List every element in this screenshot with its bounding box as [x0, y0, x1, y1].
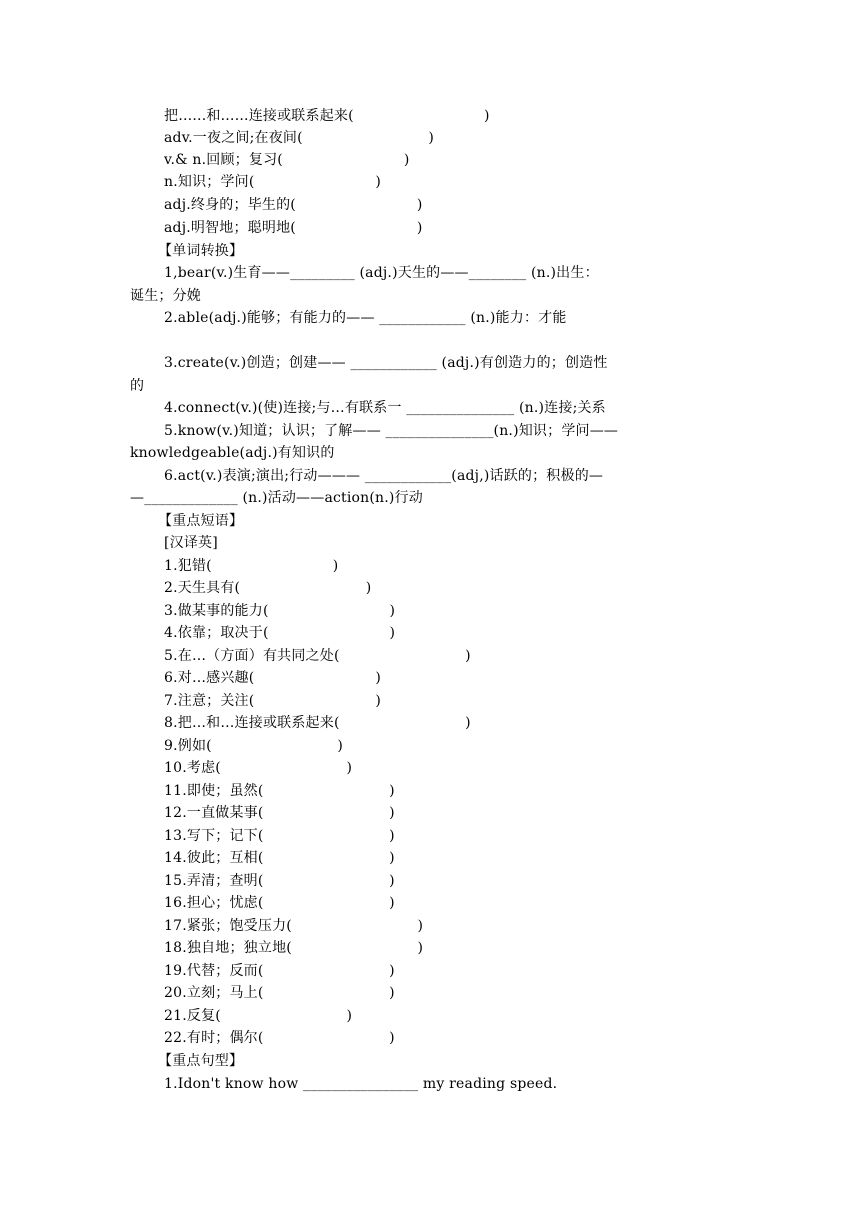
phrase-item: 11.即使；虽然( )	[164, 783, 395, 799]
phrase-item: 12.一直做某事( )	[164, 805, 395, 821]
text-line: knowledgeable(adj.)有知识的	[130, 445, 335, 461]
phrase-item: 19.代替；反而( )	[164, 963, 395, 979]
phrase-item: 4.依靠；取决于( )	[164, 625, 396, 641]
sub-heading: [汉译英]	[164, 535, 218, 551]
text-line: 把…...和…...连接或联系起来( )	[164, 108, 490, 124]
text-line: —_____________ (n.)活动——action(n.)行动	[130, 490, 423, 506]
phrase-item: 1.犯错( )	[164, 558, 339, 574]
text-line: 诞生；分娩	[130, 288, 201, 304]
section-heading: 【单词转换】	[158, 243, 244, 259]
phrase-item: 20.立刻；马上( )	[164, 985, 395, 1001]
text-line: 1,bear(v.)生育——_________ (adj.)天生的——________ (n.)出生：	[164, 265, 599, 281]
phrase-item: 6.对…感兴趣( )	[164, 670, 381, 686]
phrase-item: 14.彼此；互相( )	[164, 850, 395, 866]
text-line: v.& n.回顾；复习( )	[164, 152, 410, 168]
phrase-item: 3.做某事的能力( )	[164, 603, 396, 619]
sentence-item: 1.Idon't know how ________________ my reading speed.	[164, 1076, 558, 1092]
text-line: adv.一夜之间;在夜间( )	[164, 130, 435, 146]
text-line: n.知识；学问( )	[164, 174, 382, 190]
text-line: 6.act(v.)表演;演出;行动——— ____________(adj,)话跃的；积极的—	[164, 468, 604, 484]
text-line: adj.明智地；聪明地( )	[164, 220, 423, 236]
phrase-item: 13.写下；记下( )	[164, 828, 395, 844]
text-line: 4.connect(v.)(使)连接;与…有联系一 _______________ (n.)连接;关系	[164, 400, 606, 416]
phrase-item: 16.担心；忧虑( )	[164, 895, 395, 911]
phrase-item: 9.例如( )	[164, 738, 344, 754]
phrase-item: 18.独自地；独立地( )	[164, 940, 424, 956]
section-heading: 【重点句型】	[158, 1053, 244, 1069]
phrase-item: 5.在…（方面）有共同之处( )	[164, 648, 471, 664]
phrase-item: 2.天生具有( )	[164, 580, 372, 596]
phrase-item: 10.考虑( )	[164, 760, 353, 776]
section-heading: 【重点短语】	[158, 513, 244, 529]
text-line: 的	[130, 378, 145, 394]
phrase-item: 21.反复( )	[164, 1008, 353, 1024]
text-line: 5.know(v.)知道；认识；了解—— _______________(n.)知识；学问——	[164, 423, 619, 439]
text-line: 2.able(adj.)能够；有能力的—— ____________ (n.)能力：才能	[164, 310, 567, 326]
phrase-item: 8.把…和…连接或联系起来( )	[164, 715, 471, 731]
phrase-item: 7.注意；关注( )	[164, 693, 381, 709]
phrase-item: 15.弄清；查明( )	[164, 873, 395, 889]
phrase-item: 17.紧张；饱受压力( )	[164, 918, 424, 934]
text-line: adj.终身的；毕生的( )	[164, 197, 423, 213]
phrase-item: 22.有时；偶尔( )	[164, 1030, 395, 1046]
text-line: 3.create(v.)创造；创建—— ____________ (adj.)有创造力的；创造性	[164, 355, 608, 371]
